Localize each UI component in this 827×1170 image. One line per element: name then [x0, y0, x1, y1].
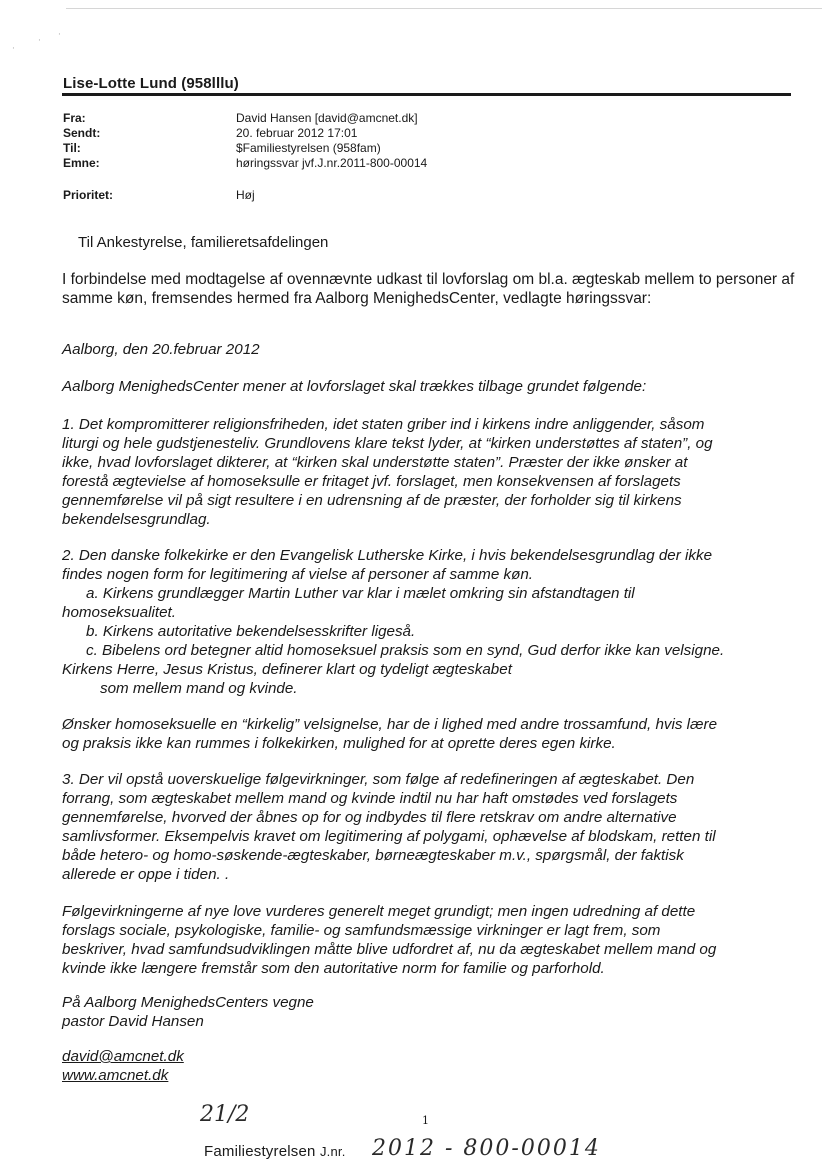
point-2-line: findes nogen form for legitimering af vielse af personer af samme køn.: [62, 566, 534, 583]
handwritten-journal-number: 2012 - 800-00014: [372, 1136, 601, 1161]
signature-line: På Aalborg MenighedsCenters vegne: [62, 994, 314, 1011]
signature-name: pastor David Hansen: [62, 1013, 204, 1030]
from-label: Fra:: [63, 111, 86, 125]
letter-thesis: Aalborg MenighedsCenter mener at lovforslaget skal trækkes tilbage grundet følgende:: [62, 378, 647, 395]
blessing-paragraph-line: Ønsker homoseksuelle en “kirkelig” velsignelse, har de i lighed med andre trossamfund, hvis lære: [62, 716, 718, 733]
consequences-paragraph-line: kvinde ikke længere fremstår som den autoritative norm for familie og parforhold.: [62, 960, 605, 977]
website-link[interactable]: www.amcnet.dk: [62, 1067, 169, 1084]
to-value: $Familiestyrelsen (958fam): [236, 141, 381, 155]
point-2a-line: a. Kirkens grundlægger Martin Luther var klar i mælet omkring sin afstandtagen til: [86, 585, 635, 602]
scan-speck: ·: [38, 36, 41, 46]
point-2c-line: Kirkens Herre, Jesus Kristus, definerer klart og tydeligt ægteskabet: [62, 661, 512, 678]
point-1-line: ikke, hvad lovforslaget dikterer, at “kirken skal understøtte staten”. Præster der ikke ønsker at: [62, 454, 688, 471]
subject-label: Emne:: [63, 156, 100, 170]
to-label: Til:: [63, 141, 81, 155]
point-1-line: 1. Det kompromitterer religionsfriheden, idet staten griber ind i kirkens indre anliggender, såsom: [62, 416, 705, 433]
stamp-label: Familiestyrelsen: [204, 1143, 316, 1160]
priority-value: Høj: [236, 188, 255, 202]
received-stamp: [204, 1143, 346, 1160]
salutation: Til Ankestyrelse, familieretsafdelingen: [78, 234, 329, 251]
point-2-line: 2. Den danske folkekirke er den Evangelisk Lutherske Kirke, i hvis bekendelsesgrundlag der ikke: [62, 547, 713, 564]
sent-value: 20. februar 2012 17:01: [236, 126, 358, 140]
subject-value: høringssvar jvf.J.nr.2011-800-00014: [236, 156, 428, 170]
consequences-paragraph-line: forslags sociale, psykologiske, familie- og samfundsmæssige virkninger er lagt frem, som: [62, 922, 661, 939]
point-1-line: liturgi og hele gudstjenesteliv. Grundlovens klare tekst lyder, at “kirken understøttes af staten”, og: [62, 435, 713, 452]
from-value: David Hansen [david@amcnet.dk]: [236, 111, 418, 125]
point-3-line: gennemførelse, hvorved der åbnes op for og indbydes til flere retskrav om andre alternative: [62, 809, 677, 826]
email-link[interactable]: david@amcnet.dk: [62, 1048, 184, 1065]
page-number: 1: [422, 1114, 429, 1127]
point-1-line: bekendelsesgrundlag.: [62, 511, 211, 528]
scan-speck: ·: [12, 44, 15, 54]
blessing-paragraph-line: og praksis ikke kan rummes i folkekirken, mulighed for at oprette deres egen kirke.: [62, 735, 616, 752]
letter-date: Aalborg, den 20.februar 2012: [62, 341, 260, 358]
consequences-paragraph-line: beskriver, hvad samfundsudviklingen måtte blive udfordret af, nu da ægteskabet mellem mand og: [62, 941, 717, 958]
scan-speck: ·: [58, 30, 61, 40]
handwritten-fraction: 21/2: [200, 1102, 250, 1127]
point-3-line: både hetero- og homo-søskende-ægteskaber, børneægteskaber m.v., spørgsmål, der faktisk: [62, 847, 684, 864]
header-divider: [62, 93, 791, 96]
point-3-line: 3. Der vil opstå uoverskuelige følgevirkninger, som følge af redefineringen af ægteskabet. Den: [62, 771, 695, 788]
scan-top-edge: [66, 8, 822, 9]
point-2b-line: b. Kirkens autoritative bekendelsesskrifter ligeså.: [86, 623, 416, 640]
point-3-line: samlivsformer. Eksempelvis kravet om legitimering af polygami, ophævelse af blodskam, retten til: [62, 828, 716, 845]
intro-paragraph: I forbindelse med modtagelse af ovennævnte udkast til lovforslag om bl.a. ægteskab mellem to personer af samme køn, fremsendes hermed fra Aalborg MenighedsCenter, vedlagte høringssvar:: [62, 271, 795, 307]
point-1-line: forestå ægtevielse af homoseksulle er fritaget jvf. forslaget, men konsekvensen af forslagets: [62, 473, 681, 490]
point-2a-line: homoseksualitet.: [62, 604, 176, 621]
email-sender-header: Lise-Lotte Lund (958lllu): [63, 75, 239, 92]
sent-label: Sendt:: [63, 126, 101, 140]
priority-label: Prioritet:: [63, 188, 114, 202]
point-2c-line: som mellem mand og kvinde.: [100, 680, 298, 697]
stamp-jnr-label: J.nr.: [319, 1144, 346, 1159]
point-1-line: gennemførelse vil på sigt resultere i en udrensning af de præster, der forholder sig til kirkens: [62, 492, 682, 509]
point-2c-line: c. Bibelens ord betegner altid homoseksuel praksis som en synd, Gud derfor ikke kan velsigne.: [86, 642, 725, 659]
point-3-line: forrang, som ægteskabet mellem mand og kvinde indtil nu har haft omstødes ved forslagets: [62, 790, 678, 807]
point-3-line: allerede er oppe i tiden. .: [62, 866, 230, 883]
consequences-paragraph-line: Følgevirkningerne af nye love vurderes generelt meget grundigt; men ingen udredning af dette: [62, 903, 696, 920]
